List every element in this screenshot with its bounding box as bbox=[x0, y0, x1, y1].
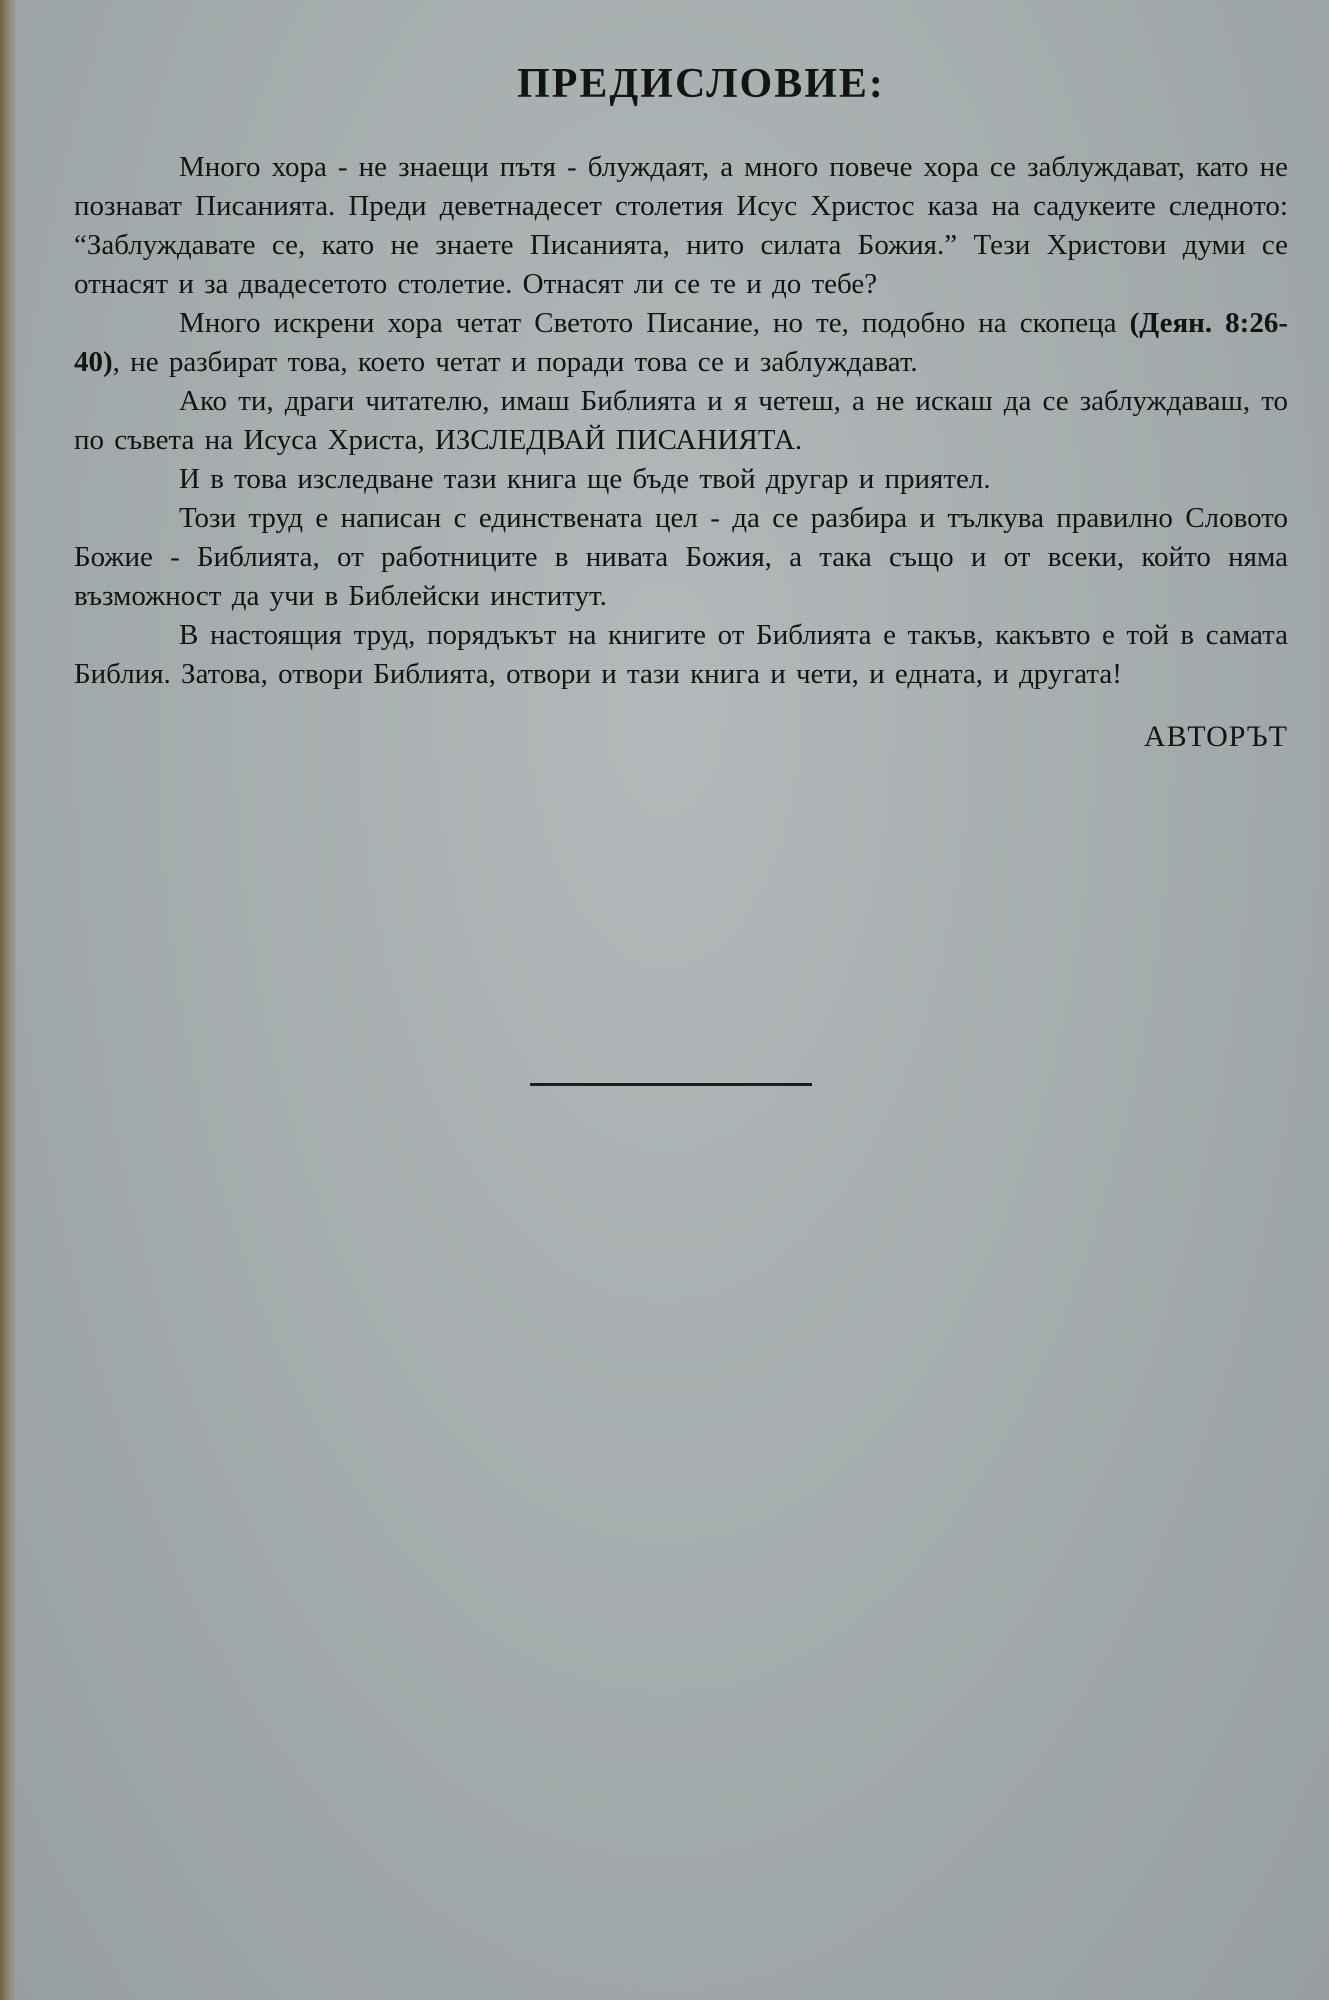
page-binding-edge bbox=[0, 0, 16, 2000]
page-title: ПРЕДИСЛОВИЕ: bbox=[517, 61, 885, 107]
paragraph-2-text-before: Много искрени хора четат Светото Писание, но те, подобно на скопеца bbox=[179, 307, 1130, 339]
paragraph-6: В настоящия труд, порядъкът на книгите от Библията е такъв, какъвто е той в самата Библия. Затова, отвори Библията, отвори и тази книга и чети, и едната, и другата! bbox=[74, 619, 1288, 690]
preface-page bbox=[74, 60, 1288, 754]
section-divider-line bbox=[530, 1083, 812, 1086]
paragraph-1: Много хора - не знаещи пътя - блуждаят, а много повече хора се заблуждават, като не познават Писанията. Преди деветнадесет столетия Исус Христос каза на садукеите следното: “Заблуждавате се, като не знаете Писанията, нито силата Божия.” Тези Христови думи се отнасят и за двадесетото столетие. Отнасят ли се те и до тебе? bbox=[74, 151, 1288, 300]
paragraph-3: Ако ти, драги читателю, имаш Библията и я четеш, а не искаш да се заблуждаваш, то по съвета на Исуса Христа, ИЗСЛЕДВАЙ ПИСАНИЯТА. bbox=[74, 385, 1288, 456]
paragraph-2-text-after: , не разбират това, което четат и поради това се и заблуждават. bbox=[112, 346, 918, 378]
scripture-reference: (Деян. 8:26-40) bbox=[74, 307, 1288, 378]
author-signature: АВТОРЪТ bbox=[1143, 720, 1288, 753]
paragraph-2 bbox=[74, 304, 1288, 382]
paragraph-5: Този труд е написан с единствената цел - да се разбира и тълкува правилно Словото Божие - Библията, от работниците в нивата Божия, а така също и от всеки, който няма възможност да учи в Библейски институт. bbox=[74, 502, 1288, 612]
paragraph-4: И в това изследване тази книга ще бъде твой другар и приятел. bbox=[179, 463, 991, 495]
